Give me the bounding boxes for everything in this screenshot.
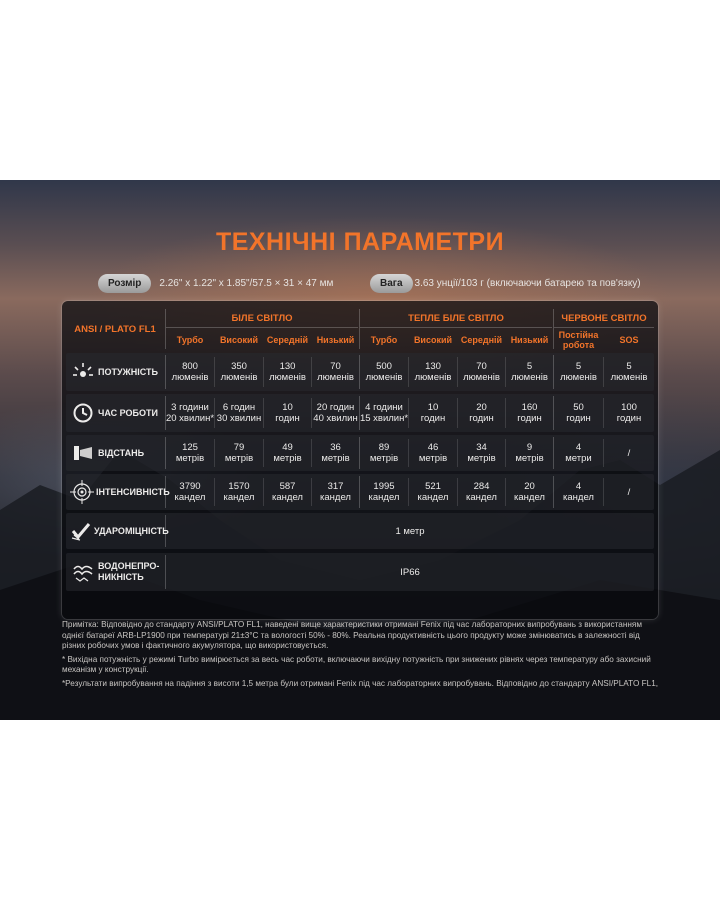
- table-cell: [554, 435, 603, 471]
- table-cell: [215, 474, 263, 510]
- cell-value: 5: [626, 361, 632, 372]
- cell-unit: 20 хвилин*: [165, 413, 215, 424]
- divider: [408, 398, 409, 428]
- cell-unit: кандел: [272, 492, 303, 503]
- cell-value: 50: [573, 402, 584, 413]
- table-cell: [360, 474, 408, 510]
- table-cell: [554, 394, 603, 432]
- target-icon: [70, 479, 94, 505]
- cell-unit: метрів: [321, 453, 350, 464]
- cell-value: 46: [427, 442, 439, 453]
- table-cell: [360, 394, 408, 432]
- cell-unit: метрів: [273, 453, 302, 464]
- mode-header: Середній: [266, 335, 309, 345]
- cell-value: 1995: [373, 481, 395, 492]
- cell-unit: кандел: [466, 492, 497, 503]
- mode-header: Високий: [219, 335, 259, 345]
- table-cell: [312, 474, 359, 510]
- table-cell: [215, 394, 263, 432]
- cell-value: 317: [327, 481, 344, 492]
- divider: [359, 437, 360, 469]
- cell-value: 20 годин: [316, 402, 355, 413]
- cell-value: 587: [279, 481, 296, 492]
- divider: [603, 439, 604, 467]
- water-drops-icon: [70, 559, 96, 585]
- divider: [214, 478, 215, 506]
- cell-unit: люменів: [414, 372, 452, 383]
- divider: [263, 398, 264, 428]
- cell-value: 5: [575, 361, 582, 372]
- group-red: ЧЕРВОНЕ СВІТЛО: [561, 312, 647, 324]
- divider: [311, 478, 312, 506]
- cell-unit: годин: [566, 413, 591, 424]
- mode-header: Турбо: [176, 335, 204, 345]
- divider: [214, 398, 215, 428]
- divider: [263, 439, 264, 467]
- table-cell: [458, 353, 505, 391]
- cell-unit: люменів: [610, 372, 648, 383]
- table-cell: [264, 435, 311, 471]
- footnote: *Результати випробування на падіння з висоти 1,5 метра були отримані Fenix під час лабораторних випробувань. Відповідно до стандарту ANSI/PLATO FL1,: [62, 678, 659, 688]
- divider: [554, 327, 654, 328]
- cell-unit: кандел: [514, 492, 545, 503]
- table-cell: [409, 353, 457, 391]
- divider: [408, 357, 409, 387]
- cell-unit: люменів: [171, 372, 209, 383]
- row-label: [66, 474, 170, 510]
- mode-header: Турбо: [370, 335, 398, 345]
- divider: [505, 357, 506, 387]
- group-white: БІЛЕ СВІТЛО: [231, 312, 293, 324]
- table-cell: [458, 435, 505, 471]
- size-spec: [98, 272, 333, 294]
- divider: [553, 355, 554, 389]
- mode-header: Високий: [413, 335, 453, 345]
- mode-header: Низький: [510, 335, 549, 345]
- cell-unit: годин: [275, 413, 300, 424]
- cell-value: 49: [282, 442, 293, 453]
- table-cell: [604, 474, 654, 510]
- table-cell: [166, 474, 214, 510]
- weight-label: Вага: [370, 274, 413, 293]
- page-title: ТЕХНІЧНІ ПАРАМЕТРИ: [215, 228, 505, 256]
- table-cell: [506, 353, 553, 391]
- mode-header: Середній: [460, 335, 503, 345]
- cell-value: 79: [233, 442, 245, 453]
- cell-unit: кандел: [223, 492, 255, 503]
- cell-unit: 30 хвилин: [216, 413, 262, 424]
- table-cell: [506, 435, 553, 471]
- table-cell: [554, 474, 603, 510]
- cell-unit: люменів: [365, 372, 403, 383]
- cell-value: 70: [330, 361, 341, 372]
- impact-check-icon: [70, 518, 92, 544]
- divider: [457, 478, 458, 506]
- divider: [214, 357, 215, 387]
- divider: [311, 398, 312, 428]
- row-label: [66, 394, 164, 432]
- cell-value: 34: [476, 442, 487, 453]
- cell-value: 500: [376, 361, 392, 372]
- water-label-line1: ВОДОНЕПРО-: [98, 561, 160, 571]
- cell-value: 3 години: [171, 402, 209, 413]
- divider: [457, 398, 458, 428]
- divider: [505, 478, 506, 506]
- cell-unit: кандел: [563, 492, 594, 503]
- cell-unit: годин: [420, 413, 446, 424]
- cell-value: 4 години: [365, 402, 403, 413]
- divider: [505, 439, 506, 467]
- cell-value: 160: [521, 402, 538, 413]
- cell-unit: люменів: [560, 372, 597, 383]
- cell-unit: кандел: [174, 492, 206, 503]
- group-warm-white: ТЕПЛЕ БІЛЕ СВІТЛО: [408, 312, 504, 324]
- cell-value: 800: [182, 361, 198, 372]
- table-cell: [604, 353, 654, 391]
- cell-value: 521: [425, 481, 441, 492]
- cell-value: 89: [378, 442, 390, 453]
- cell-value: /: [627, 486, 631, 498]
- cell-unit: годин: [616, 413, 642, 424]
- beam-distance-icon: [70, 440, 96, 466]
- cell-value: 10: [427, 402, 439, 413]
- divider: [553, 476, 554, 508]
- divider: [359, 396, 360, 430]
- cell-value: 20: [524, 481, 535, 492]
- table-cell: [506, 394, 553, 432]
- water-value: IP66: [400, 566, 420, 578]
- cell-value: 20: [476, 402, 487, 413]
- cell-unit: годин: [517, 413, 542, 424]
- table-cell: [264, 353, 311, 391]
- cell-value: 5: [526, 361, 533, 372]
- divider: [360, 327, 552, 328]
- cell-value: 350: [231, 361, 247, 372]
- row-label-text: ВІДСТАНЬ: [98, 448, 145, 458]
- table-cell: [458, 394, 505, 432]
- impact-label: [66, 513, 169, 549]
- cell-value: 4: [575, 481, 582, 492]
- impact-label-text: УДАРОМІЦНІСТЬ: [94, 526, 169, 536]
- footnotes: [62, 620, 662, 692]
- cell-unit: люменів: [269, 372, 306, 383]
- impact-value: 1 метр: [395, 525, 425, 537]
- sun-burst-icon: [70, 359, 96, 385]
- table-cell: [360, 435, 408, 471]
- weight-spec: [370, 272, 641, 294]
- weight-value: 3.63 унції/103 г (включаючи батарею та пов'язку): [414, 277, 641, 289]
- divider: [359, 476, 360, 508]
- cell-value: 10: [282, 402, 293, 413]
- divider: [553, 437, 554, 469]
- table-cell: [264, 394, 311, 432]
- table-cell: [409, 474, 457, 510]
- table-cell: [604, 394, 654, 432]
- mode-header: Постійна робота: [558, 330, 599, 350]
- table-cell: [409, 435, 457, 471]
- cell-value: 4: [575, 442, 582, 453]
- divider: [408, 439, 409, 467]
- table-cell: [215, 353, 263, 391]
- cell-value: 284: [473, 481, 490, 492]
- cell-unit: люменів: [317, 372, 354, 383]
- table-cell: [312, 435, 359, 471]
- cell-value: 130: [425, 361, 441, 372]
- mode-header: SOS: [619, 335, 639, 345]
- cell-unit: кандел: [320, 492, 351, 503]
- row-label-text: ІНТЕНСИВНІСТЬ: [96, 487, 170, 497]
- cell-value: 6 годин: [222, 402, 256, 413]
- cell-value: 36: [330, 442, 341, 453]
- footnote: * Вихідна потужність у режимі Turbo вимірюється за весь час роботи, включаючи вихідну потужність при знижених рівнях через температуру або захисний механізм у конструкції.: [62, 654, 651, 674]
- cell-unit: метри: [565, 453, 592, 464]
- cell-unit: люменів: [463, 372, 500, 383]
- mode-header: Низький: [316, 335, 355, 345]
- table-cell: [166, 353, 214, 391]
- cell-unit: 15 хвилин*: [359, 413, 409, 424]
- table-cell: [166, 394, 214, 432]
- divider: [603, 357, 604, 387]
- clock-icon: [70, 400, 96, 426]
- water-label-line2: НИКНІСТЬ: [98, 572, 144, 582]
- cell-unit: люменів: [220, 372, 258, 383]
- divider: [408, 478, 409, 506]
- cell-unit: метрів: [418, 453, 448, 464]
- table-cell: [506, 474, 553, 510]
- cell-unit: метрів: [515, 453, 544, 464]
- cell-unit: метрів: [224, 453, 254, 464]
- cell-value: /: [627, 447, 631, 459]
- divider: [553, 396, 554, 430]
- divider: [457, 357, 458, 387]
- table-cell: [554, 353, 603, 391]
- cell-value: 1570: [228, 481, 250, 492]
- cell-value: 9: [526, 442, 533, 453]
- size-value: 2.26" x 1.22" x 1.85"/57.5 × 31 × 47 мм: [159, 277, 334, 289]
- row-label: [66, 353, 164, 391]
- divider: [457, 439, 458, 467]
- divider: [359, 355, 360, 389]
- table-corner: ANSI / PLATO FL1: [74, 323, 156, 335]
- table-cell: [458, 474, 505, 510]
- cell-unit: годин: [469, 413, 494, 424]
- divider: [166, 327, 358, 328]
- divider: [311, 357, 312, 387]
- cell-unit: люменів: [511, 372, 548, 383]
- table-cell: [166, 435, 214, 471]
- cell-value: 3790: [179, 481, 201, 492]
- table-cell: [312, 394, 359, 432]
- table-cell: [264, 474, 311, 510]
- size-label: Розмір: [98, 274, 151, 293]
- footnote: Примітка: Відповідно до стандарту ANSI/PLATO FL1, наведені вище характеристики отримані Fenix під час лабораторних випробувань з використанням однієї батареї ARB-LP1900 при температурі 21±3°C та вологості 50% - 80%. Реальна продуктивність цього продукту може змінюватись в залежності від різних робочих умов і фактичного акумулятора, що використовується.: [62, 620, 642, 650]
- table-cell: [215, 435, 263, 471]
- water-label: [66, 553, 164, 591]
- cell-value: 125: [182, 442, 198, 453]
- divider: [263, 478, 264, 506]
- cell-value: 70: [476, 361, 487, 372]
- cell-unit: кандел: [368, 492, 400, 503]
- cell-value: 100: [621, 402, 637, 413]
- table-cell: [360, 353, 408, 391]
- cell-unit: метрів: [467, 453, 496, 464]
- cell-unit: 40 хвилин: [313, 413, 358, 424]
- divider: [603, 398, 604, 428]
- divider: [263, 357, 264, 387]
- cell-value: 130: [279, 361, 296, 372]
- divider: [505, 398, 506, 428]
- cell-unit: кандел: [417, 492, 449, 503]
- row-label-text: ЧАС РОБОТИ: [98, 408, 158, 418]
- divider: [214, 439, 215, 467]
- divider: [311, 439, 312, 467]
- table-cell: [409, 394, 457, 432]
- divider: [603, 478, 604, 506]
- cell-unit: метрів: [369, 453, 399, 464]
- row-label: [66, 435, 164, 471]
- row-label-text: ПОТУЖНІСТЬ: [98, 367, 158, 377]
- spec-banner: [0, 180, 720, 720]
- table-cell: [604, 435, 654, 471]
- spec-table: [62, 301, 658, 619]
- cell-unit: метрів: [175, 453, 205, 464]
- table-cell: [312, 353, 359, 391]
